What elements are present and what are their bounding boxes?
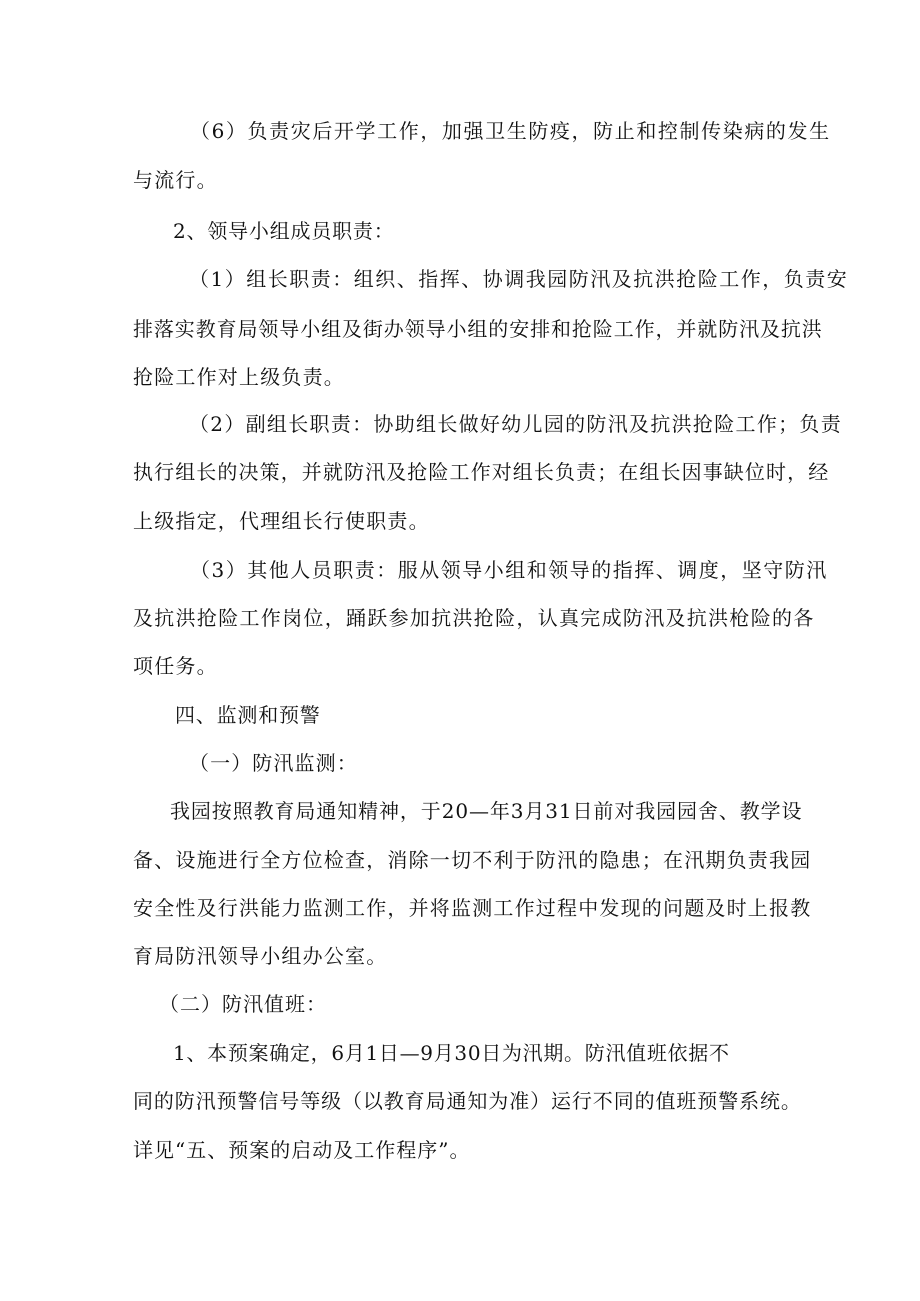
subsection-heading: （一）防汛监测：: [189, 751, 358, 775]
text-line: 排落实教育局领导小组及街办领导小组的安排和抢险工作，并就防汛及抗洪: [133, 317, 823, 341]
text-line: 育局防汛领导小组办公室。: [133, 944, 388, 968]
text-line: 项任务。: [133, 654, 218, 678]
text-line: （3）其他人员职责：服从领导小组和领导的指挥、调度，坚守防汛: [190, 558, 828, 582]
text-line: 上级指定，代理组长行使职责。: [133, 509, 430, 533]
text-line: 与流行。: [133, 168, 218, 192]
text-line: （6）负责灾后开学工作，加强卫生防疫，防止和控制传染病的发生: [190, 119, 831, 143]
text-line: 同的防汛预警信号等级（以教育局通知为准）运行不同的值班预警系统。: [133, 1089, 802, 1113]
section-heading: 2、领导小组成员职责：: [173, 219, 395, 243]
text-line: 抢险工作对上级负责。: [133, 365, 345, 389]
text-line: 安全性及行洪能力监测工作，并将监测工作过程中发现的问题及时上报教: [133, 896, 812, 920]
text-line: （1）组长职责：组织、指挥、协调我园防汛及抗洪抢险工作，负责安: [189, 267, 849, 291]
section-heading: 四、监测和预警: [175, 703, 321, 727]
text-line: 1、本预案确定，6月1日—9月30日为汛期。防汛值班依据不: [173, 1041, 730, 1065]
text-line: 详见“五、预案的启动及工作程序”。: [133, 1138, 471, 1162]
text-line: 我园按照教育局通知精神，于20—年3月31日前对我园园舍、教学设: [170, 799, 803, 823]
text-line: 备、设施进行全方位检查，消除一切不利于防汛的隐患；在汛期负责我园: [133, 848, 812, 872]
subsection-heading: （二）防汛值班：: [159, 992, 327, 1016]
text-line: 及抗洪抢险工作岗位，踊跃参加抗洪抢险，认真完成防汛及抗洪枪险的各: [133, 606, 815, 630]
text-line: 执行组长的决策，并就防汛及抢险工作对组长负责；在组长因事缺位时，经: [133, 460, 830, 484]
text-line: （2）副组长职责：协助组长做好幼儿园的防汛及抗洪抢险工作；负责: [189, 412, 843, 436]
